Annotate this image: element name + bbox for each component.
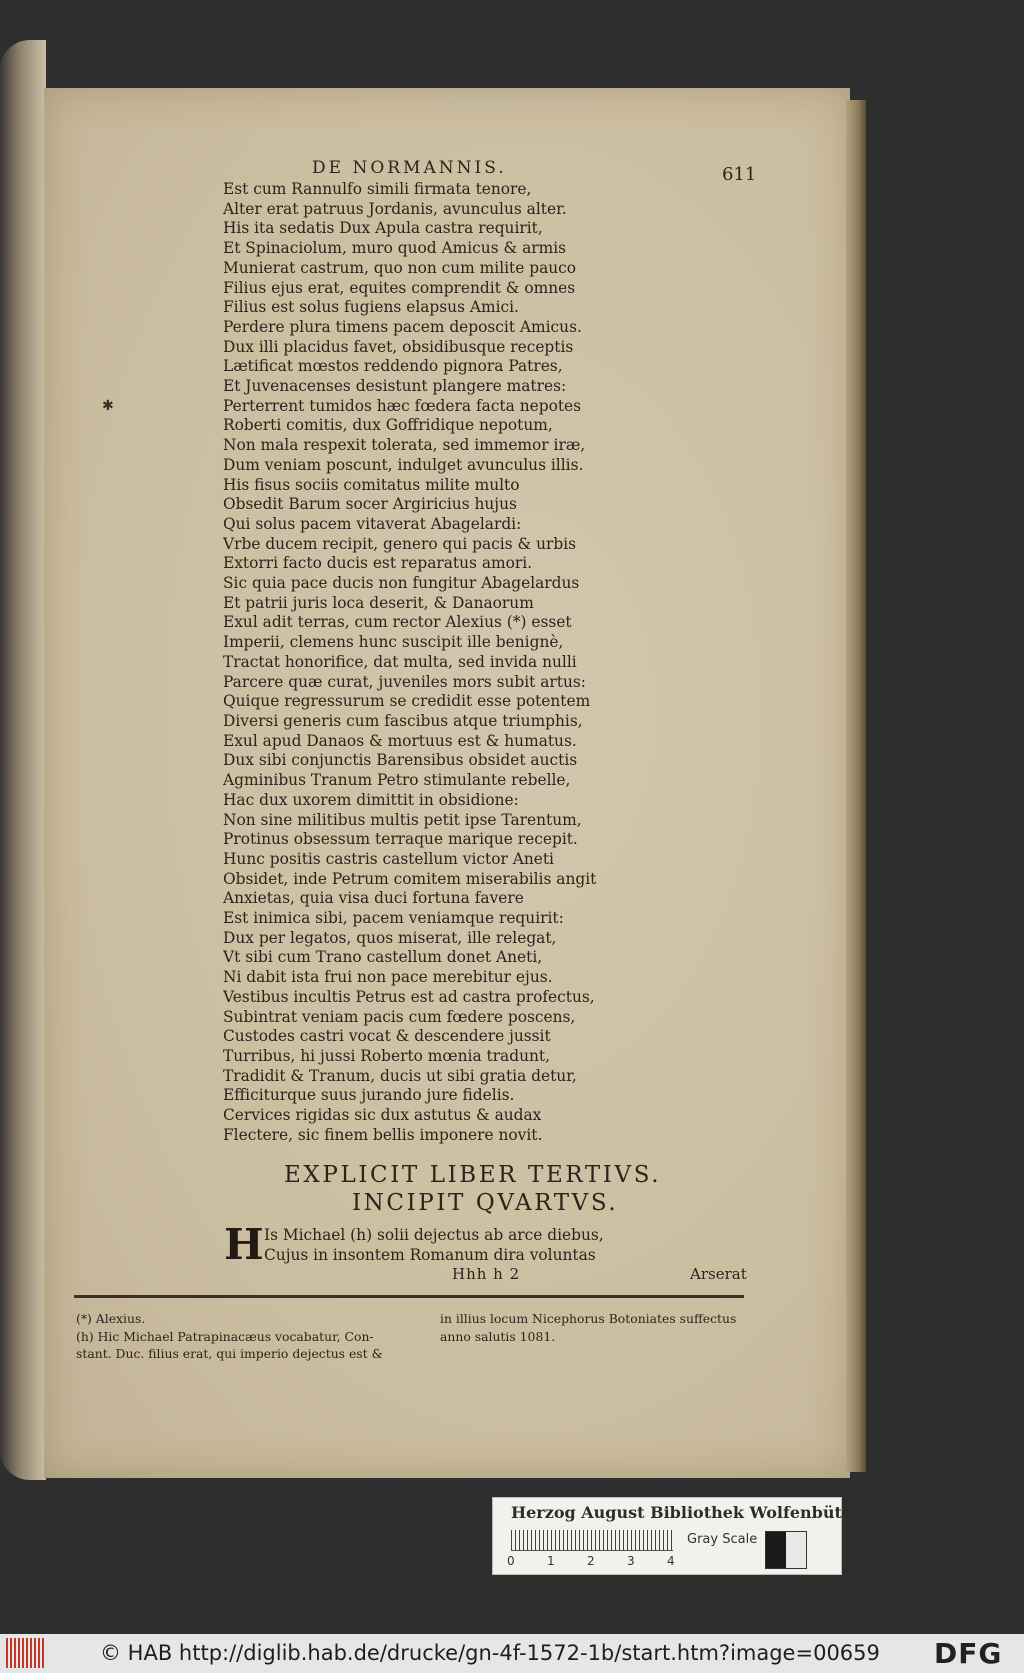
ruler-scale	[511, 1530, 673, 1551]
verse-line: Alter erat patruus Jordanis, avunculus alter.	[223, 199, 567, 218]
footnote-line: anno salutis 1081.	[440, 1328, 556, 1344]
verse-line: Filius est solus fugiens elapsus Amici.	[223, 298, 519, 317]
verse-line: Extorri facto ducis est reparatus amori.	[223, 554, 533, 573]
footer-bar	[0, 1634, 1024, 1673]
verse-line: Lætificat mœstos reddendo pignora Patres,	[223, 357, 563, 376]
verse-line: Non mala respexit tolerata, sed immemor iræ,	[223, 436, 586, 455]
verse-line: Dux sibi conjunctis Barensibus obsidet auctis	[223, 751, 578, 770]
verse-line: Vestibus incultis Petrus est ad castra profectus,	[223, 987, 595, 1006]
verse-line: Vt sibi cum Trano castellum donet Aneti,	[223, 948, 543, 967]
margin-mark: ✱	[102, 398, 114, 414]
verse-line: Is Michael (h) solii dejectus ab arce diebus,	[264, 1226, 604, 1244]
ruler-number: 4	[667, 1554, 675, 1568]
verse-line: Agminibus Tranum Petro stimulante rebelle,	[223, 771, 571, 790]
verse-line: Quique regressurum se credidit esse potentem	[223, 692, 591, 711]
page-number: 611	[722, 164, 757, 185]
verse-line: Vrbe ducem recipit, genero qui pacis & urbis	[223, 534, 577, 553]
left-page-edge	[0, 40, 46, 1480]
verse-line: Ni dabit ista frui non pace merebitur ejus.	[223, 968, 553, 987]
verse-line: Obsidet, inde Petrum comitem miserabilis angit	[223, 869, 597, 888]
verse-line: His fisus sociis comitatus milite multo	[223, 475, 520, 494]
verse-line: Sic quia pace ducis non fungitur Abagelardus	[223, 574, 580, 593]
verse-line: Et Juvenacenses desistunt plangere matres:	[223, 377, 567, 396]
verse-line: Perdere plura timens pacem deposcit Amicus.	[223, 317, 582, 336]
verse-line: Tractat honorifice, dat multa, sed invida nulli	[223, 652, 577, 671]
ruler-number: 3	[627, 1554, 635, 1568]
incipit-heading: INCIPIT QVARTVS.	[352, 1190, 619, 1216]
footnote-line: in illius locum Nicephorus Botoniates suffectus	[440, 1311, 737, 1326]
ruler-number: 0	[507, 1554, 515, 1568]
footnote-line: (*) Alexius.	[76, 1311, 146, 1326]
source-url[interactable]: © HAB http://diglib.hab.de/drucke/gn-4f-1572-1b/start.htm?image=00659	[100, 1641, 880, 1665]
verse-line: Qui solus pacem vitaverat Abagelardi:	[223, 514, 522, 533]
gray-scale-label: Gray Scale	[687, 1532, 758, 1547]
verse-line: Custodes castri vocat & descendere jussit	[223, 1027, 551, 1046]
catchword: Arserat	[690, 1265, 747, 1283]
verse-line: Hac dux uxorem dimittit in obsidione:	[223, 790, 519, 809]
gray-scale-swatch	[765, 1531, 807, 1569]
signature-mark: Hhh h 2	[452, 1265, 521, 1283]
book-four-opening	[264, 1226, 604, 1265]
verse-line: Anxietas, quia visa duci fortuna favere	[223, 889, 524, 908]
verse-line: Efficiturque suus jurando jure fidelis.	[223, 1086, 515, 1105]
page-stack-edge	[846, 100, 866, 1472]
verse-line: Parcere quæ curat, juveniles mors subit artus:	[223, 672, 586, 691]
library-color-card	[492, 1497, 866, 1575]
footnotes-left-column	[76, 1310, 406, 1363]
verse-line: His ita sedatis Dux Apula castra requirit,	[223, 219, 543, 238]
verse-line: Dux per legatos, quos miserat, ille relegat,	[223, 928, 557, 947]
verse-line: Est inimica sibi, pacem veniamque requirit:	[223, 909, 564, 928]
verse-block	[223, 180, 603, 1145]
explicit-heading: EXPLICIT LIBER TERTIVS.	[284, 1162, 662, 1188]
verse-line: Exul apud Danaos & mortuus est & humatus.	[223, 731, 577, 750]
verse-line: Roberti comitis, dux Goffridique nepotum,	[223, 416, 553, 435]
verse-line: Perterrent tumidos hæc fœdera facta nepotes	[223, 396, 582, 415]
verse-line: Et Spinaciolum, muro quod Amicus & armis	[223, 239, 567, 258]
drop-cap: H	[224, 1220, 264, 1269]
verse-line: Et patrii juris loca deserit, & Danaorum	[223, 593, 534, 612]
verse-line: Protinus obsessum terraque marique recepit.	[223, 830, 578, 849]
verse-line: Filius ejus erat, equites comprendit & omnes	[223, 278, 576, 297]
ruler-number: 1	[547, 1554, 555, 1568]
verse-line: Exul adit terras, cum rector Alexius (*) esset	[223, 613, 572, 632]
verse-line: Cujus in insontem Romanum dira voluntas	[264, 1245, 596, 1264]
verse-line: Tradidit & Tranum, ducis ut sibi gratia detur,	[223, 1066, 577, 1085]
verse-line: Diversi generis cum fascibus atque triumphis,	[223, 711, 583, 730]
verse-line: Dux illi placidus favet, obsidibusque receptis	[223, 337, 574, 356]
verse-line: Dum veniam poscunt, indulget avunculus illis.	[223, 455, 584, 474]
dfg-logo: DFG	[934, 1637, 1003, 1670]
footnote-line: (h) Hic Michael Patrapinacæus vocabatur, Con-	[76, 1328, 374, 1344]
footnote-rule	[74, 1295, 744, 1298]
barcode-icon	[6, 1638, 46, 1668]
footnote-line: stant. Duc. filius erat, qui imperio dejectus est &	[76, 1346, 383, 1361]
verse-line: Subintrat veniam pacis cum fœdere poscens,	[223, 1007, 576, 1026]
verse-line: Cervices rigidas sic dux astutus & audax	[223, 1106, 542, 1125]
footnotes-right-column	[440, 1310, 750, 1345]
verse-line: Munierat castrum, quo non cum milite pauco	[223, 258, 577, 277]
verse-line: Flectere, sic finem bellis imponere novit.	[223, 1125, 543, 1144]
verse-line: Turribus, hi jussi Roberto mœnia tradunt,	[223, 1046, 550, 1065]
ruler-number: 2	[587, 1554, 595, 1568]
verse-line: Hunc positis castris castellum victor Aneti	[223, 849, 554, 868]
verse-line: Obsedit Barum socer Argiricius hujus	[223, 495, 517, 514]
library-name: Herzog August Bibliothek Wolfenbüttel	[511, 1503, 866, 1522]
verse-line: Non sine militibus multis petit ipse Tarentum,	[223, 810, 582, 829]
running-head: DE NORMANNIS.	[312, 158, 507, 178]
verse-line: Est cum Rannulfo simili firmata tenore,	[223, 180, 532, 198]
verse-line: Imperii, clemens hunc suscipit ille benignè,	[223, 633, 564, 652]
